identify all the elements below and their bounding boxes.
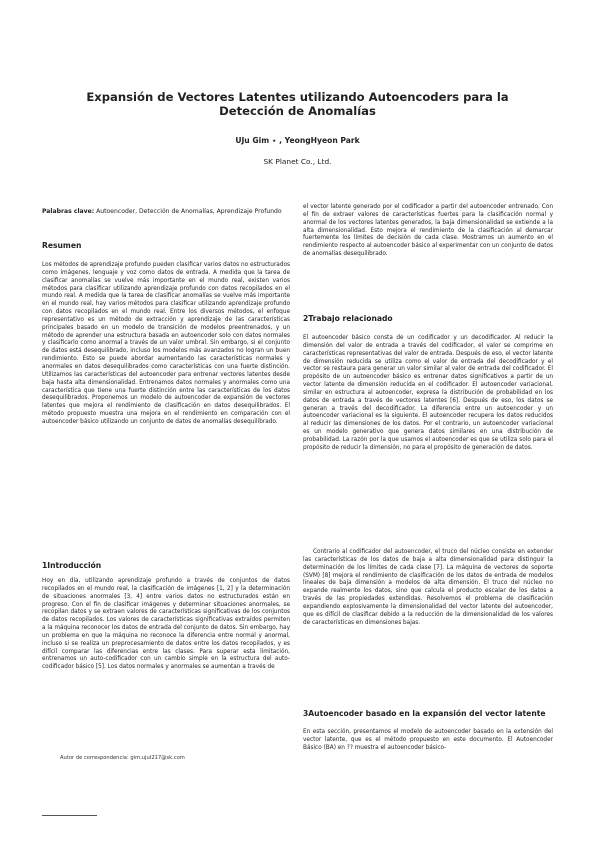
abstract-continued-text: el vector latente generado por el codificador a partir del autoencoder entrenado. Con el fin de extraer valores de características fuertes para la clasificación normal y anormal de los vectores latentes generados, la baja dimensionalidad se extiende a la alta dimensionalidad. Esto mejora el rendimiento de la clasificación al demarcar fuertemente los límites de decisión de cada clase. Mostramos un aumento en el rendimiento respecto al autoencoder básico al experimentar con un conjunto de datos de anomalías desequilibrado. (303, 204, 553, 258)
author-list: UJu Gim ⋆ , YeongHyeon Park (235, 136, 360, 145)
section3-heading: 3Autoencoder basado en la expansión del vector latente (303, 709, 546, 718)
affiliation: SK Planet Co., Ltd. (263, 157, 332, 166)
corresponding-author-footnote: Autor de correspondencia: gim.ujuI217@sk.com (60, 755, 185, 761)
paper-title: Expansión de Vectores Latentes utilizando Autoencoders para la Detección de Anomalías (86, 90, 509, 118)
keywords-text: Autoencoder, Detección de Anomalías, Aprendizaje Profundo (96, 208, 282, 215)
footnote-rule (42, 815, 97, 816)
related-work-text: El autoencoder básico consta de un codificador y un decodificador. Al reducir la dimensión del valor de entrada a través del codificador, el valor se comprime en características representativas del valor de entrada. Después de eso, el vector latente de dimensión reducida se utiliza como el valor de entrada del decodificador y el vector se restaura para generar un valor similar al valor de entrada del codificador. El propósito de un autoencoder básico es entrenar datos significativos a partir de un vector latente de dimensión reducida en el codificador. El autoencoder variacional, similar en estructura al autoencoder, expresa la distribución de probabilidad en los datos de entrada a través de vectores latentes [6]. Después de eso, los datos se generan a través del decodificador. La diferencia entre un autoencoder y un autoencoder variacional es la siguiente. El autoencoder recupera los datos reducidos al reducir las dimensiones de los datos. Por el contrario, un autoencoder variacional es un modelo generativo que genera datos similares en una distribución de probabilidad. La razón por la que usamos el autoencoder es que se utiliza solo para el propósito de reducir la dimensión, no para el propósito de generación de datos. (303, 335, 553, 451)
intro-text: Hoy en día, utilizando aprendizaje profundo a través de conjuntos de datos recopilados en el mundo real, la clasificación de imágenes [1, 2] y la determinación de situaciones anormales [3, 4] entre varios datos no estructurados están en progreso. Con el fin de clasificar imágenes y determinar situaciones anormales, se recopilan datos y se extraen valores de características significativas de los conjuntos de datos recopilados. Los valores de características significativas extraídos permiten a la máquina reconocer los datos de entrada del conjunto de datos. Sin embargo, hay un problema en que la máquina no reconoce la diferencia entre normal y anormal, incluso si se realiza un preprocesamiento de datos entre los datos recopilados, y es difícil comparar las diferencias entre las clases. Para superar esta limitación, entrenamos un auto-codificador con un cambio simple en la estructura del auto-codificador básico [5]. Los datos normales y anormales se aumentan a través de (42, 578, 290, 671)
related-work-continued-text: Contrario al codificador del autoencoder, el truco del núcleo consiste en extender las características de los datos de baja a alta dimensionalidad para distinguir la determinación de los límites de cada clase [7]. La máquina de vectores de soporte (SVM) [8] mejora el rendimiento de clasificación de los datos de entrada de modelos lineales de baja dimensión a modelos de alta dimensión. El truco del núcleo no expande realmente los datos, sino que calcula el producto escalar de los datos a través de las propiedades extendidas. Resolvemos el problema de clasificación expandiendo explosivamente la dimensionalidad del vector latente del autoencoder, que es difícil de clasificar debido a la reducción de la dimensionalidad de los valores de características en dimensiones bajas. (303, 549, 553, 626)
abstract-heading: Resumen (42, 241, 82, 250)
related-work-heading: 2Trabajo relacionado (303, 314, 393, 323)
abstract-text: Los métodos de aprendizaje profundo pueden clasificar varios datos no estructurados como imágenes, lenguaje y voz como datos de entrada. A medida que la tarea de clasificar anomalías se vuelve más importante en el mundo real, existen varios métodos para clasificar utilizando aprendizaje profundo con datos recopilados en el mundo real. A medida que la tarea de clasificar anomalías se vuelve más importante en el mundo real, hay varios métodos para clasificar utilizando aprendizaje profundo con datos recopilados en el mundo real. Entre los diversos métodos, el enfoque representativo es un método de extracción y aprendizaje de las características principales basado en un modelo de transición de modelos preentrenados, y un método de aprender una estructura basada en autoencoder solo con datos normales y clasificarlo como anormal a través de un valor umbral. Sin embargo, si el conjunto de datos está desequilibrado, incluso los modelos más avanzados no logran un buen rendimiento. Esto se puede abordar aumentando las características normales y anormales en datos desequilibrados como características con una fuerte distinción. Utilizamos las características del autoencoder para entrenar vectores latentes desde baja hasta alta dimensionalidad. Entrenamos datos normales y anormales como una característica que tiene una fuerte distinción entre las características de los datos desequilibrados. Proponemos un modelo de autoencoder de expansión de vectores latentes que mejora el rendimiento de clasificación en datos desequilibrados. El método propuesto muestra una mejora en el rendimiento en comparación con el autoencoder básico utilizando un conjunto de datos de anomalías desequilibrado. (42, 262, 290, 425)
intro-heading: 1Introducción (42, 561, 102, 570)
keywords-line (42, 208, 290, 215)
section3-text: En esta sección, presentamos el modelo de autoencoder basado en la extensión del vector latente, que es el método propuesto en este documento. El Autoencoder Básico (BA) en ?? muestra el autoencoder básico- (303, 729, 553, 751)
keywords-label: Palabras clave: (42, 208, 95, 215)
